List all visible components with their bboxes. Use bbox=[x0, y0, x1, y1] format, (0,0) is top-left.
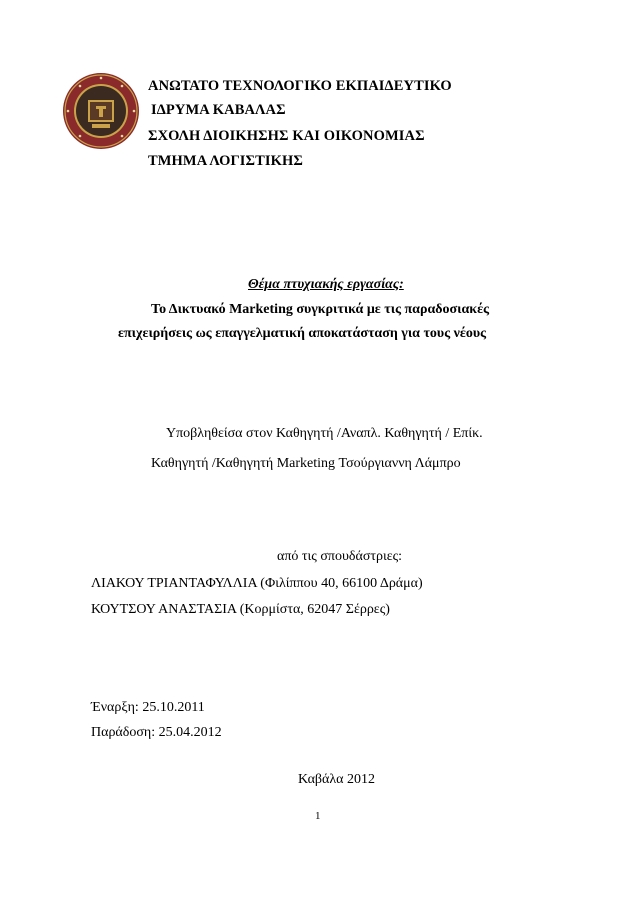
student-2: ΚΟΥΤΣΟΥ ΑΝΑΣΤΑΣΙΑ (Κορμίστα, 62047 Σέρρες) bbox=[91, 602, 390, 617]
student-1: ΛΙΑΚΟΥ ΤΡΙΑΝΤΑΦΥΛΛΙΑ (Φιλίππου 40, 66100 Δράμα) bbox=[91, 576, 423, 591]
place-year: Καβάλα 2012 bbox=[298, 772, 376, 787]
submission-line-1: Υποβληθείσα στον Καθηγητή /Αναπλ. Καθηγητή / Επίκ. bbox=[166, 426, 483, 441]
start-date: Έναρξη: 25.10.2011 bbox=[91, 700, 205, 715]
students-label: από τις σπουδάστριες: bbox=[277, 549, 403, 564]
delivery-date: Παράδοση: 25.04.2012 bbox=[91, 725, 222, 740]
topic-label: Θέμα πτυχιακής εργασίας: bbox=[248, 277, 404, 292]
header-line-3: ΣΧΟΛΗ ΔΙΟΙΚΗΣΗΣ ΚΑΙ ΟΙΚΟΝΟΜΙΑΣ bbox=[148, 128, 425, 144]
institution-seal-icon bbox=[62, 72, 140, 150]
header-line-2: ΙΔΡΥΜΑ ΚΑΒΑΛΑΣ bbox=[151, 102, 286, 118]
topic-title-line-1: Το Δικτυακό Marketing συγκριτικά με τις παραδοσιακές bbox=[151, 302, 489, 317]
header-line-1: ΑΝΩΤΑΤΟ ΤΕΧΝΟΛΟΓΙΚΟ ΕΚΠΑΙΔΕΥΤΙΚΟ bbox=[148, 78, 452, 94]
header-line-4: ΤΜΗΜΑ ΛΟΓΙΣΤΙΚΗΣ bbox=[148, 153, 303, 169]
topic-title-line-2: επιχειρήσεις ως επαγγελματική αποκατάσταση για τους νέους bbox=[118, 326, 487, 341]
submission-line-2: Καθηγητή /Καθηγητή Marketing Τσούργιαννη Λάμπρο bbox=[151, 456, 461, 471]
page-number: 1 bbox=[315, 810, 321, 822]
